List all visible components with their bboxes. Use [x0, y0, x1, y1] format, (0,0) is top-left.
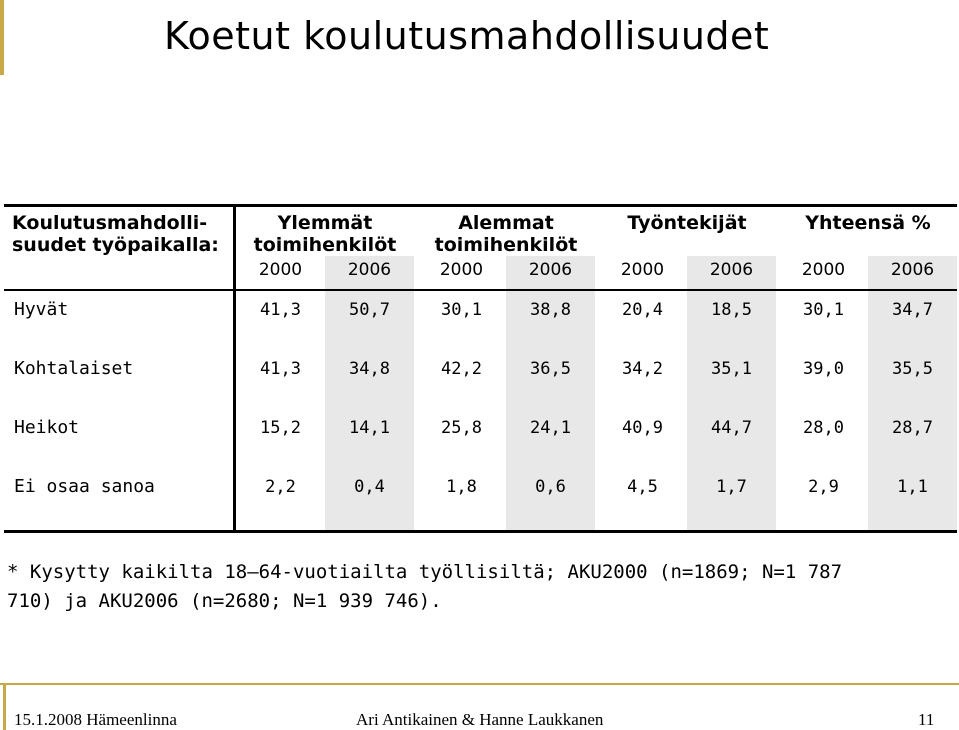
table-cell: 40,9 — [622, 418, 663, 438]
table-bottom-rule — [4, 530, 957, 533]
table-cell: 4,5 — [627, 477, 658, 497]
accent-bar-top — [0, 0, 4, 75]
row-label-heikot: Heikot — [14, 417, 80, 438]
table-cell: 15,2 — [260, 418, 301, 438]
year-header: 2006 — [347, 260, 392, 280]
group-alemmat-line-1: Alemmat — [458, 212, 554, 234]
table-cell: 42,2 — [441, 359, 482, 379]
table-cell: 50,7 — [349, 300, 390, 320]
group-ylemmat-line-2: toimihenkilöt — [253, 234, 397, 256]
group-alemmat-line-2: toimihenkilöt — [434, 234, 578, 256]
table-cell: 24,1 — [530, 418, 571, 438]
group-tyontekijat — [598, 212, 776, 234]
table-header-rule — [4, 289, 957, 291]
footnote — [7, 558, 947, 616]
table-cell: 30,1 — [803, 300, 844, 320]
table-cell: 44,7 — [711, 418, 752, 438]
table-cell: 20,4 — [622, 300, 663, 320]
table-cell: 2,9 — [808, 477, 839, 497]
table-cell: 36,5 — [530, 359, 571, 379]
table-cell: 18,5 — [711, 300, 752, 320]
group-yhteensa-line-1: Yhteensä % — [805, 212, 931, 234]
row-label-ei-osaa-sanoa: Ei osaa sanoa — [14, 476, 155, 497]
table-cell: 1,7 — [716, 477, 747, 497]
group-yhteensa — [779, 212, 957, 234]
table-cell: 35,1 — [711, 359, 752, 379]
table-cell: 38,8 — [530, 300, 571, 320]
year-header: 2000 — [439, 260, 484, 280]
table-cell: 1,1 — [897, 477, 928, 497]
year-header: 2006 — [890, 260, 935, 280]
table-cell: 30,1 — [441, 300, 482, 320]
year-header: 2000 — [801, 260, 846, 280]
year-header: 2006 — [528, 260, 573, 280]
footer-page-number: 11 — [918, 710, 935, 729]
table-cell: 2,2 — [265, 477, 296, 497]
table-cell: 0,6 — [535, 477, 566, 497]
group-tyontekijat-line-1: Työntekijät — [627, 212, 747, 234]
year-header: 2006 — [709, 260, 754, 280]
table-cell: 1,8 — [446, 477, 477, 497]
table-cell: 41,3 — [260, 359, 301, 379]
table-cell: 28,7 — [892, 418, 933, 438]
data-table — [4, 204, 957, 533]
group-alemmat — [417, 212, 595, 256]
accent-bar-bottom — [3, 683, 6, 730]
group-ylemmat — [236, 212, 414, 256]
table-cell: 34,7 — [892, 300, 933, 320]
footer-authors: Ari Antikainen & Hanne Laukkanen — [356, 710, 604, 729]
table-cell: 39,0 — [803, 359, 844, 379]
table-cell: 0,4 — [354, 477, 385, 497]
header-label-line-2: suudet työpaikalla: — [12, 234, 219, 256]
group-ylemmat-line-1: Ylemmät — [277, 212, 373, 234]
table-cell: 14,1 — [349, 418, 390, 438]
row-label-kohtalaiset: Kohtalaiset — [14, 358, 134, 379]
year-header: 2000 — [620, 260, 665, 280]
footer-date-place: 15.1.2008 Hämeenlinna — [14, 710, 177, 729]
table-cell: 28,0 — [803, 418, 844, 438]
footnote-line-2: 710) ja AKU2006 (n=2680; N=1 939 746). — [7, 590, 442, 612]
table-cell: 34,2 — [622, 359, 663, 379]
table-cell: 25,8 — [441, 418, 482, 438]
table-top-rule — [4, 204, 957, 207]
table-cell: 41,3 — [260, 300, 301, 320]
row-label-hyvat: Hyvät — [14, 299, 69, 320]
year-header: 2000 — [258, 260, 303, 280]
footer-rule — [0, 683, 959, 685]
header-label-line-1: Koulutusmahdolli- — [12, 212, 208, 234]
footnote-line-1: * Kysytty kaikilta 18–64-vuotiailta työllisiltä; AKU2000 (n=1869; N=1 787 — [7, 561, 843, 583]
slide-title: Koetut koulutusmahdollisuudet — [164, 14, 770, 58]
header-label — [12, 212, 232, 256]
table-cell: 34,8 — [349, 359, 390, 379]
table-cell: 35,5 — [892, 359, 933, 379]
